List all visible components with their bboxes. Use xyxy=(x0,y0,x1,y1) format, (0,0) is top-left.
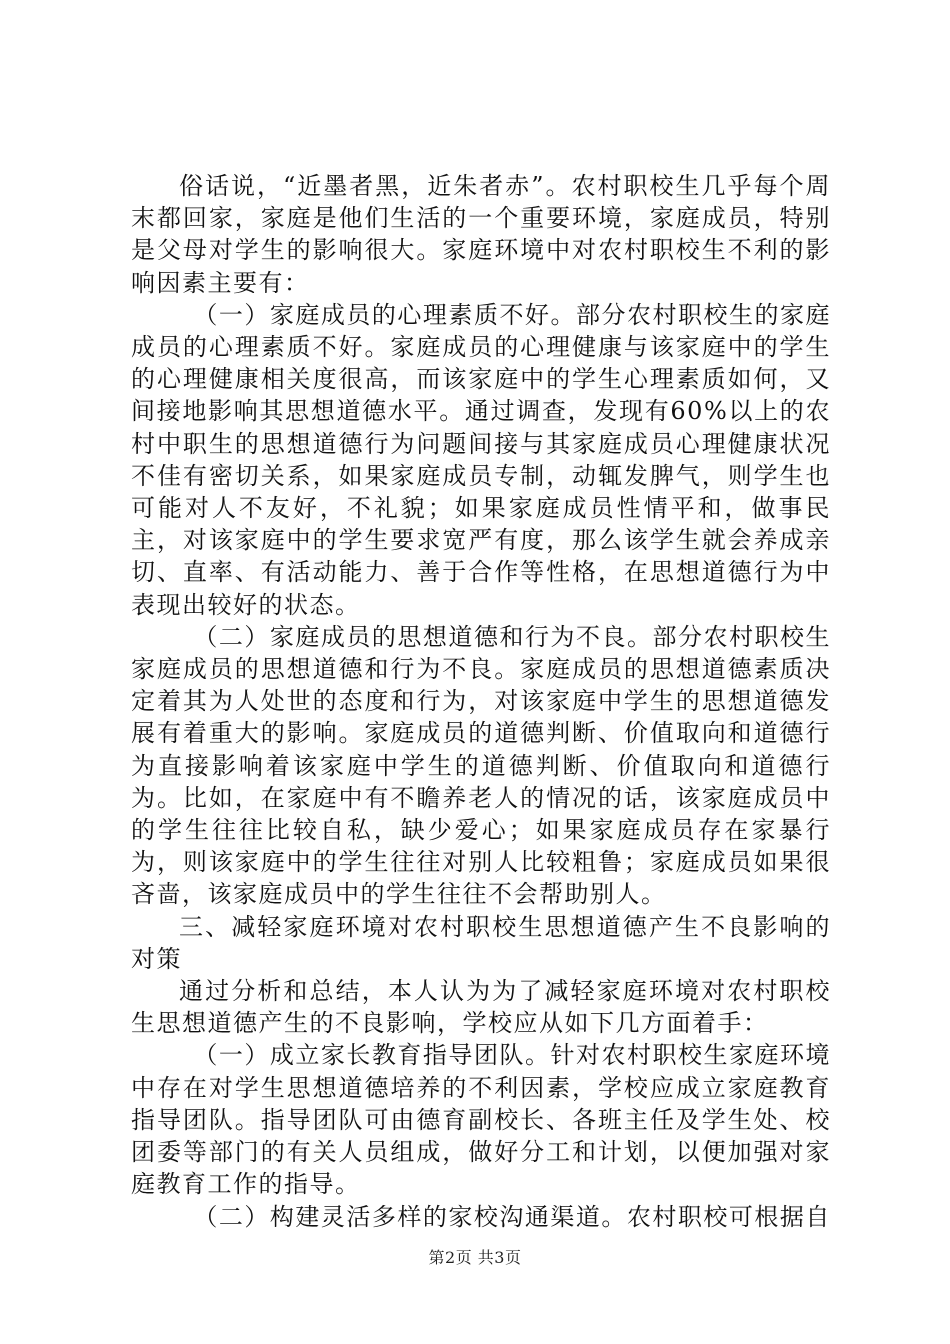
section-heading-countermeasures: 三、减轻家庭环境对农村职校生思想道德产生不良影响的对策 xyxy=(131,912,831,973)
page-number-footer: 第2页 共3页 xyxy=(428,1248,522,1267)
paragraph-psychology: （一）家庭成员的心理素质不好。部分农村职校生的家庭成员的心理素质不好。家庭成员的心理健康与该家庭中的学生的心理健康相关度很高，而该家庭中的学生心理素质如何，又间接地影响其思想道德水平。通过调查，发现有60%以上的农村中职生的思想道德行为问题间接与其家庭成员心理健康状况不佳有密切关系，如果家庭成员专制，动辄发脾气，则学生也可能对人不友好，不礼貌；如果家庭成员性情平和，做事民主，对该家庭中的学生要求宽严有度，那么该学生就会养成亲切、直率、有活动能力、善于合作等性格，在思想道德行为中表现出较好的状态。 xyxy=(131,300,831,619)
paragraph-proverb: 俗话说，“近墨者黑，近朱者赤”。农村职校生几乎每个周末都回家，家庭是他们生活的一个重要环境，家庭成员，特别是父母对学生的影响很大。家庭环境中对农村职校生不利的影响因素主要有： xyxy=(131,172,831,297)
paragraph-morality: （二）家庭成员的思想道德和行为不良。部分农村职校生家庭成员的思想道德和行为不良。家庭成员的思想道德素质决定着其为人处世的态度和行为，对该家庭中学生的思想道德发展有着重大的影响。家庭成员的道德判断、价值取向和道德行为直接影响着该家庭中学生的道德判断、价值取向和道德行为。比如，在家庭中有不瞻养老人的情况的话，该家庭成员中的学生往往比较自私，缺少爱心；如果家庭成员存在家暴行为，则该家庭中的学生往往对别人比较粗鲁；家庭成员如果很吝啬，该家庭成员中的学生往往不会帮助别人。 xyxy=(131,622,831,909)
paragraph-guidance-team: （一）成立家长教育指导团队。针对农村职校生家庭环境中存在对学生思想道德培养的不利因素，学校应成立家庭教育指导团队。指导团队可由德育副校长、各班主任及学生处、校团委等部门的有关人员组成，做好分工和计划，以便加强对家庭教育工作的指导。 xyxy=(131,1041,831,1199)
document-body xyxy=(131,170,831,1233)
paragraph-communication: （二）构建灵活多样的家校沟通渠道。农村职校可根据自 xyxy=(193,1202,831,1231)
paragraph-analysis: 通过分析和总结，本人认为为了减轻家庭环境对农村职校生思想道德产生的不良影响，学校应从如下几方面着手： xyxy=(131,977,831,1038)
